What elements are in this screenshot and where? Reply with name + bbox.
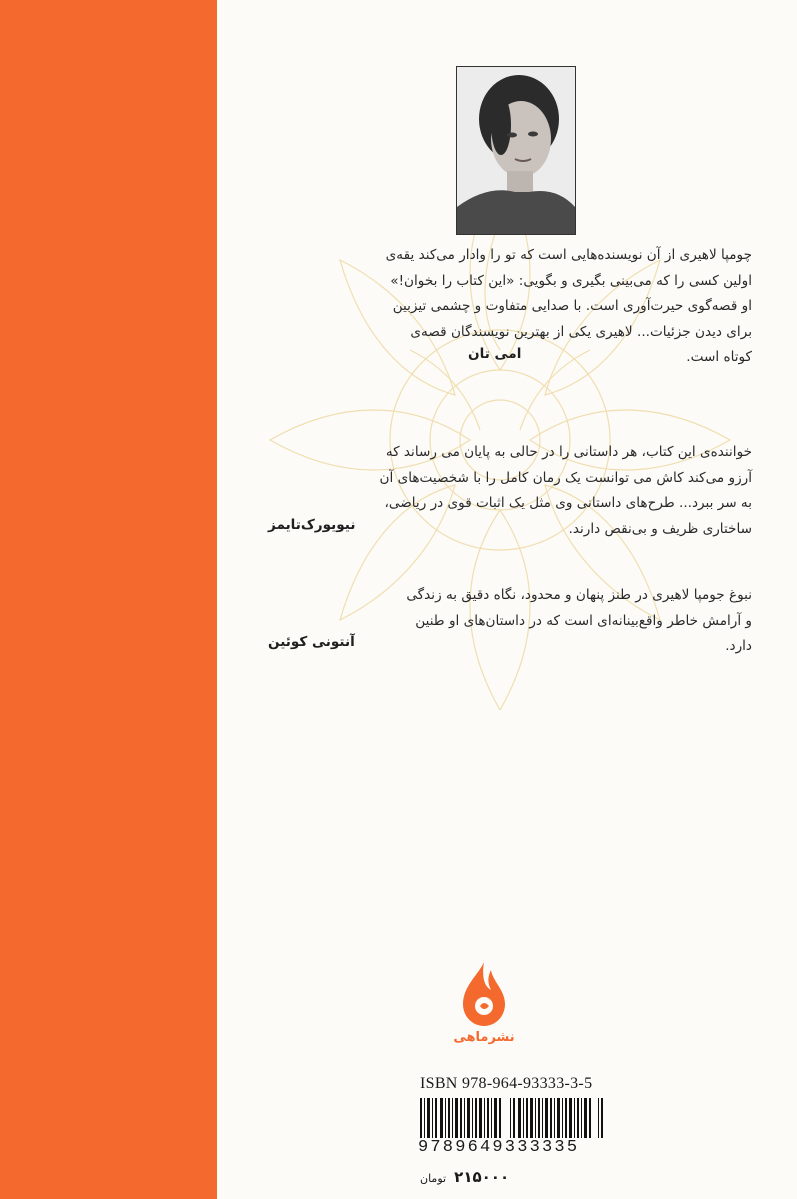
price-label [420, 1167, 509, 1186]
price-value: ۲۱۵۰۰۰ [454, 1168, 510, 1186]
blurb-2-line: آرزو می‌کند کاش می توانست یک رمان کامل را با شخصیت‌های آن [379, 469, 752, 486]
blurb-1-line: او قصه‌گوی حیرت‌آوری است. با صدایی متفاوت و چشمی تیزبین [392, 298, 752, 314]
blurb-1-author: امی تان [468, 346, 522, 362]
author-photo [456, 66, 576, 235]
price-unit: تومان [420, 1172, 447, 1185]
blurb-1-line: چومپا لاهیری از آن نویسنده‌هایی است که تو را وادار می‌کند یقه‌ی [385, 247, 752, 263]
barcode-digits: 9789649333335 [418, 1138, 608, 1158]
orange-spine-panel [0, 0, 217, 1199]
blurb-3-author: آنتونی کوئین [268, 634, 355, 650]
blurb-3-line: دارد. [725, 638, 752, 654]
blurb-1-line: اولین کسی را که می‌بینی بگیری و بگویی: «این کتاب را بخوان!» [390, 272, 752, 289]
blurb-2-author: نیویورک‌تایمز [268, 517, 356, 533]
author-portrait-icon [457, 67, 575, 234]
blurb-2-line: به سر ببرد... طرح‌های داستانی وی مثل یک اثبات قوی در ریاضی، [384, 495, 752, 511]
blurb-3-line: نبوغ جومپا لاهیری در طنز پنهان و محدود، نگاه دقیق به زندگی [406, 587, 752, 603]
blurb-3-line: و آرامش خاطر واقع‌بینانه‌ای است که در داستان‌های او طنین [415, 612, 752, 629]
publisher-name: نشرماهی [453, 1030, 515, 1045]
blurb-2-line: ساختاری ظریف و بی‌نقص دارند. [568, 520, 752, 537]
isbn-label: ISBN 978-964-93333-3-5 [420, 1075, 593, 1092]
blurb-1-line: برای دیدن جزئیات... لاهیری یکی از بهترین نویسندگان قصه‌ی [410, 323, 752, 340]
blurb-1-line: کوتاه است. [686, 349, 752, 365]
blurb-2-line: خواننده‌ی این کتاب، هر داستانی را در حالی به پایان می رساند که [385, 444, 752, 460]
